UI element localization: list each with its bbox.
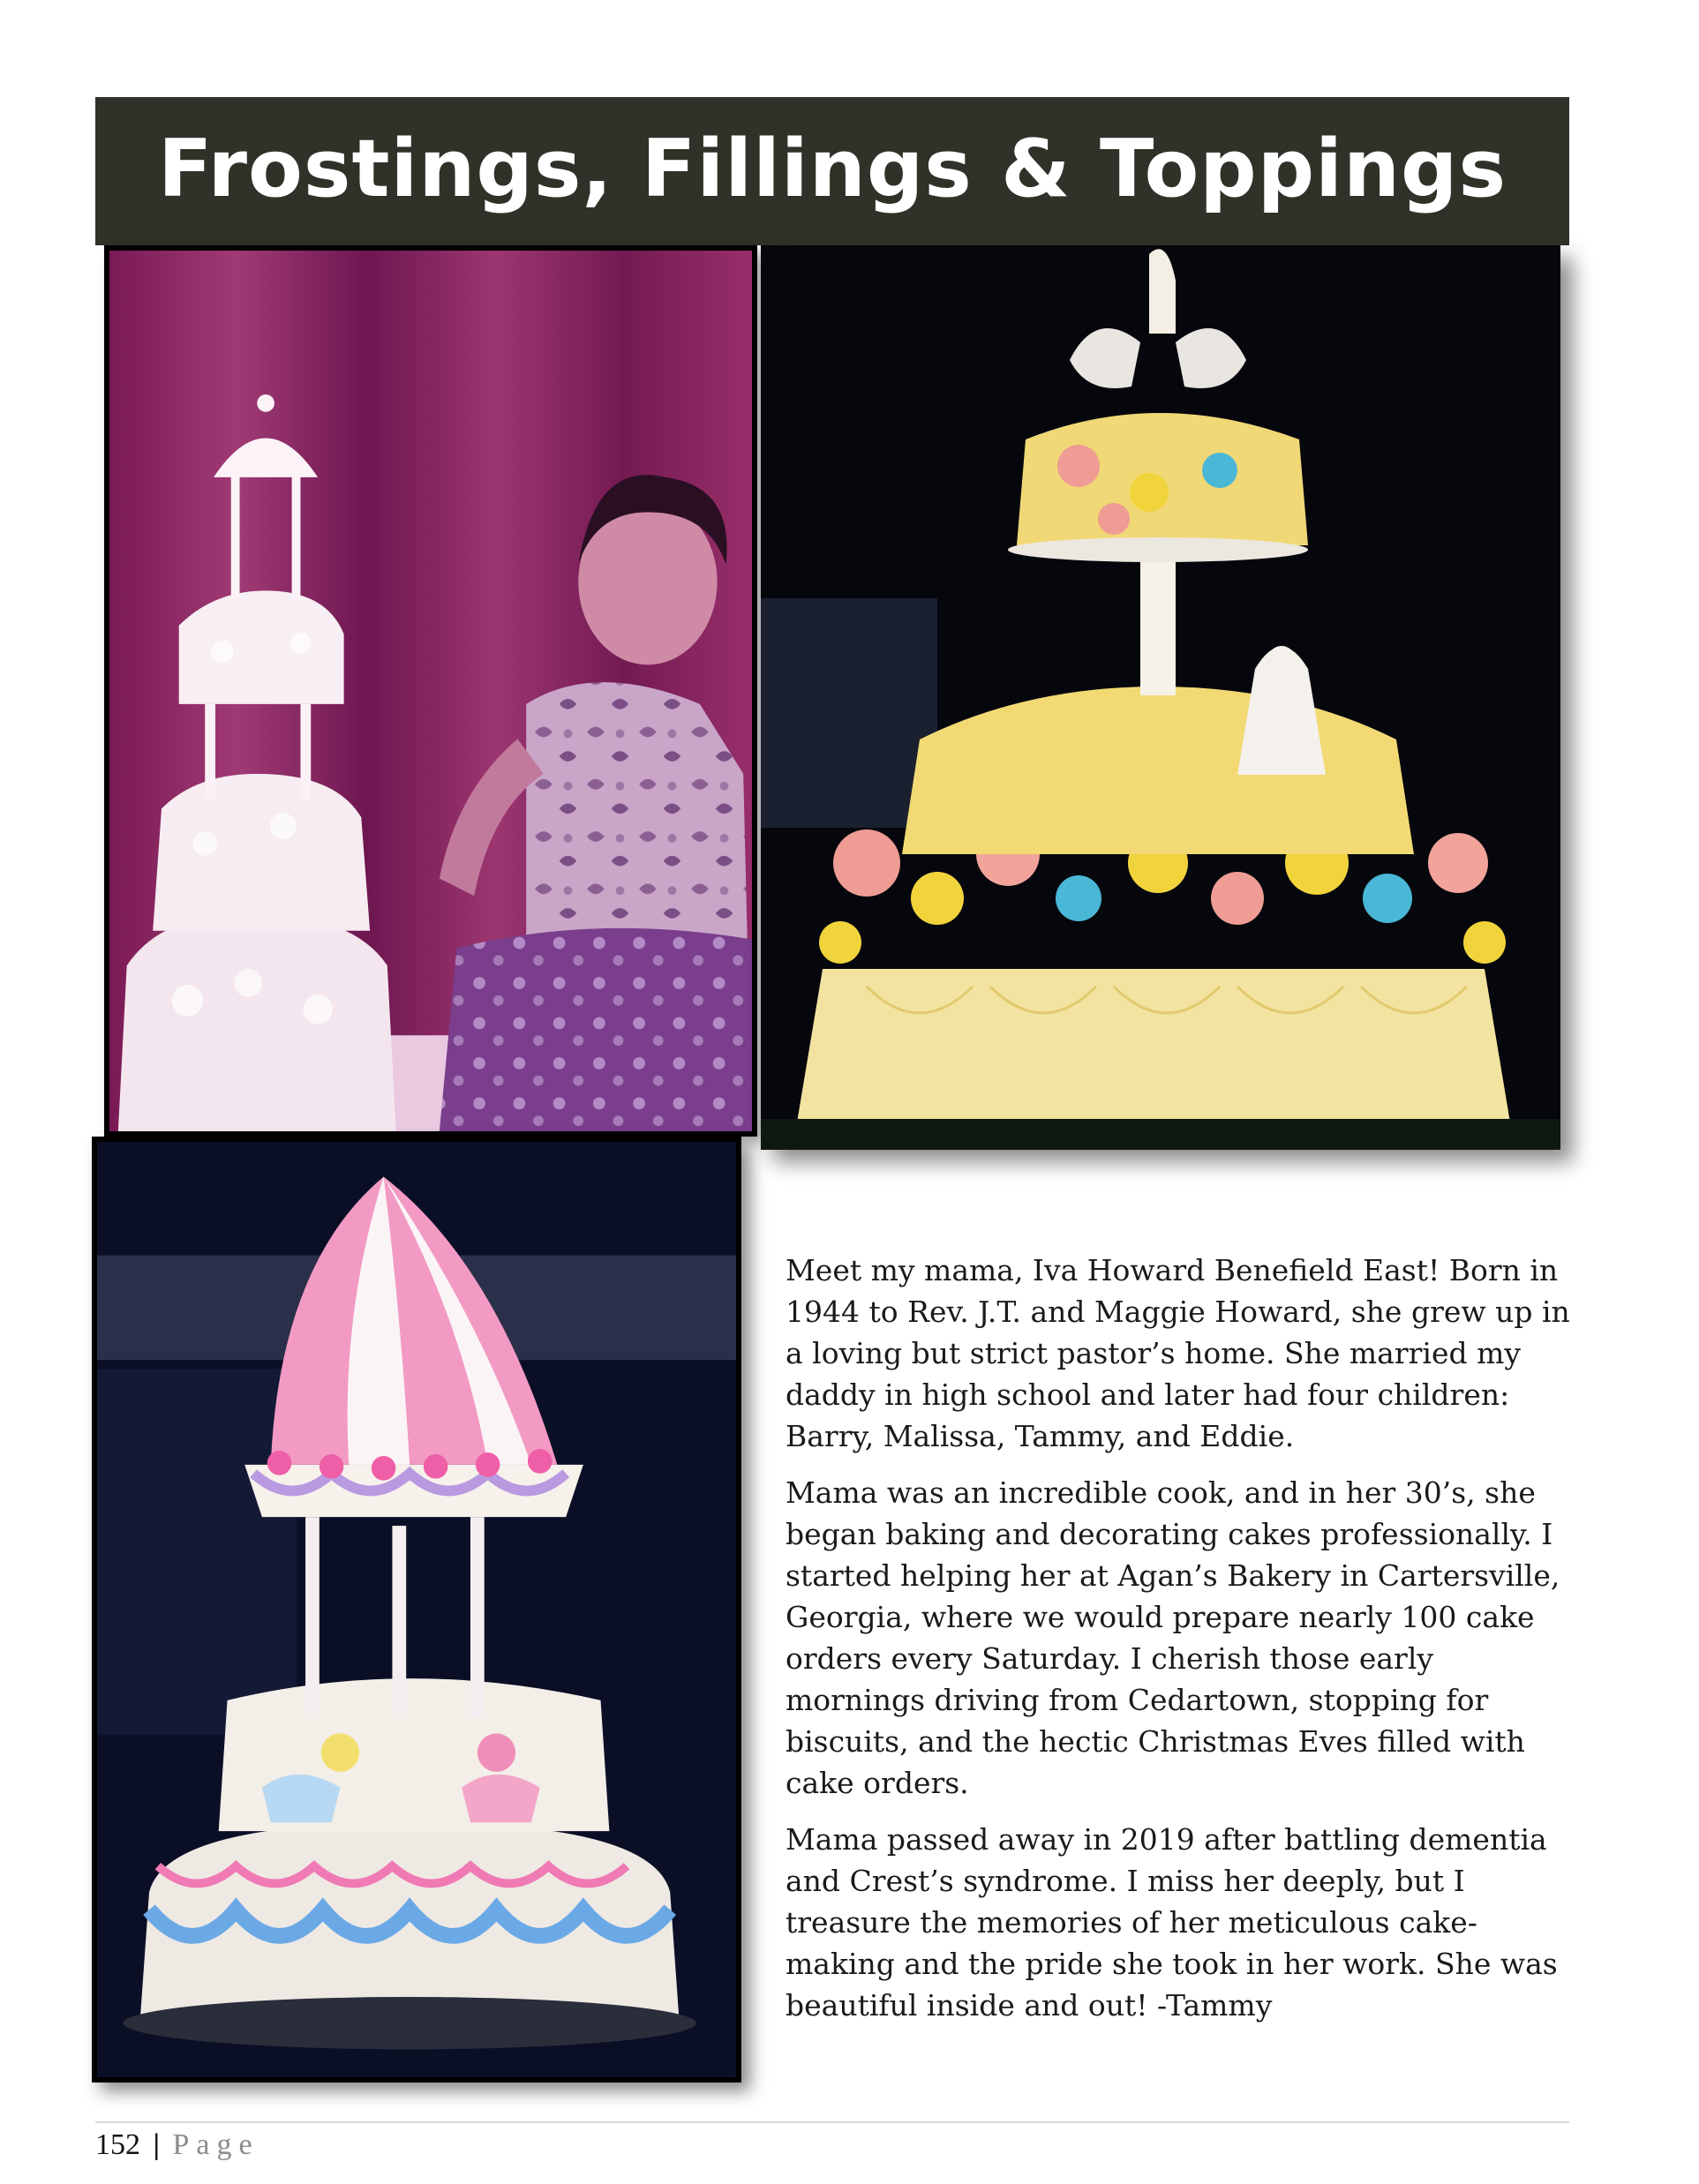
story-paragraph: Mama was an incredible cook, and in her 30’s, she began baking and decorating cakes professionally. I started helping her at Agan’s Bakery in Cartersville, Georgia, where we would prepare nearly 100 cake orders every Saturday. I cherish those early mornings driving from Cedartown, stopping for biscuits, and the hectic Christmas Eves filled with cake orders. xyxy=(786,1475,1560,1800)
footer-separator: | xyxy=(153,2128,160,2161)
section-banner xyxy=(95,97,1569,245)
photo-woman-with-wedding-cake xyxy=(104,245,757,1137)
photo-tiered-floral-cake xyxy=(761,245,1560,1150)
footer-divider xyxy=(95,2121,1569,2123)
page-label: Page xyxy=(172,2128,259,2161)
page-number: 152 xyxy=(95,2128,140,2161)
page-title: Frostings, Fillings & Toppings xyxy=(157,122,1507,215)
page-footer xyxy=(95,2128,259,2162)
story-paragraph: Mama passed away in 2019 after battling dementia and Crest’s syndrome. I miss her deeply, but I treasure the memories of her meticulous cake-making and the pride she took in her work. She was beautiful inside and out! -Tammy xyxy=(786,1822,1558,2023)
story-text xyxy=(786,1250,1580,2041)
photo-carousel-cake xyxy=(92,1137,741,2083)
story-paragraph: Meet my mama, Iva Howard Benefield East! Born in 1944 to Rev. J.T. and Maggie Howard, she grew up in a loving but strict pastor’s home. She married my daddy in high school and later had four children: Barry, Malissa, Tammy, and Eddie. xyxy=(786,1253,1570,1453)
